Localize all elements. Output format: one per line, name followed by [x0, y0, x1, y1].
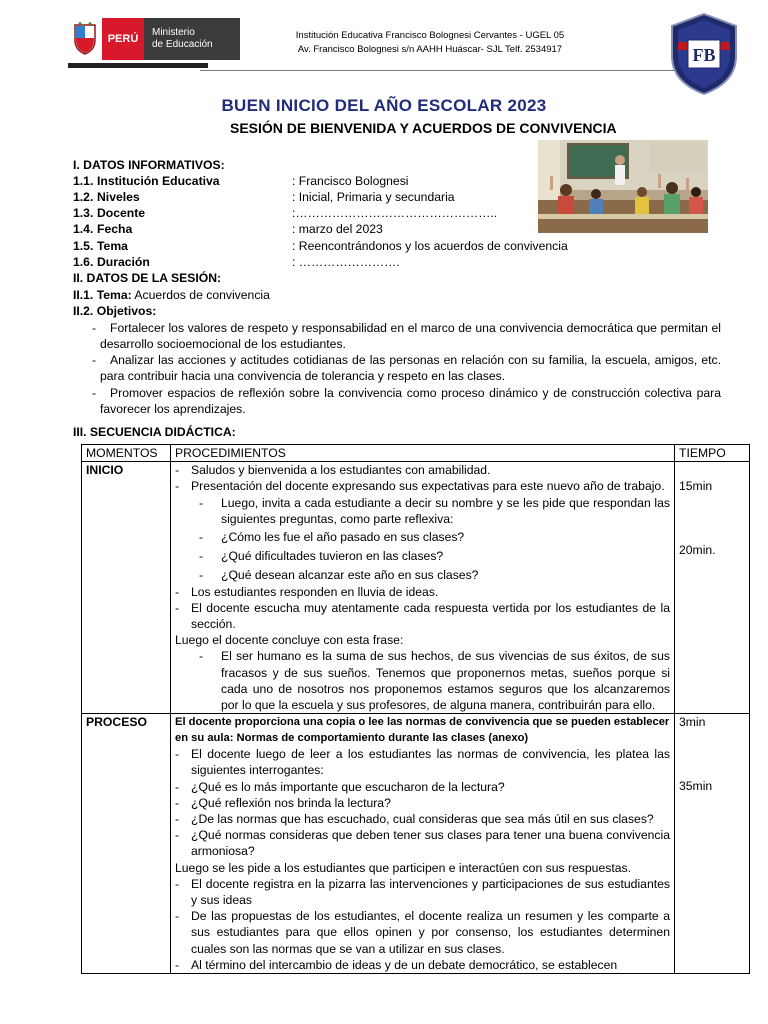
info-value-niveles: : Inicial, Primaria y secundaria [292, 190, 455, 204]
section3-heading: III. SECUENCIA DIDÁCTICA: [73, 425, 236, 439]
list-item: - El docente registra en la pizarra las intervenciones y participaciones de sus estudiantes y sus ideas [175, 876, 670, 908]
info-num-4: 1.4. [73, 222, 94, 236]
tiempo-proceso-1: 3min [679, 715, 706, 730]
header-divider [200, 70, 700, 71]
svg-text:FB: FB [692, 45, 716, 65]
ministerio-line1: Ministerio [152, 27, 195, 38]
list-item: - De las propuestas de los estudiantes, el docente realiza un resumen y les comparte a sus estudiantes para que ellos opinen y por consenso, los estudiantes determinen cuales son las normas que se van a utilizar en sus clases. [175, 909, 670, 956]
info-num-3: 1.3. [73, 206, 94, 220]
tiempo-proceso-2: 35min [679, 779, 713, 794]
col-procedimientos: PROCEDIMIENTOS [171, 445, 675, 462]
tiempo-proceso [675, 714, 750, 974]
section1-heading: I. DATOS INFORMATIVOS: [73, 158, 225, 172]
objetivo-text-1: Fortalecer los valores de respeto y responsabilidad en el marco de una convivencia democrática que permitan el desarrollo socioemocional de los estudiantes. [100, 321, 721, 352]
info-label-fecha: Fecha [97, 222, 133, 236]
quote-item: - El ser humano es la suma de sus hechos, de sus vivencias de sus éxitos, de sus fracasos y de sus sueños. Tenemos que proponernos metas, sueños porque si cada uno de nosotros nos proponemos estamos seguros que los alcanzaremos por lo que la escuela y sus profesores, de alguna manera, contribuirán para ello. [199, 649, 670, 713]
peru-label: PERÚ [102, 18, 144, 60]
momento-proceso: PROCESO [82, 714, 171, 974]
table-row-proceso [82, 714, 750, 974]
info-label-duracion: Duración [97, 255, 150, 269]
info-num-5: 1.5. [73, 239, 94, 253]
peru-coat-of-arms-icon [68, 18, 102, 60]
list-item: - El docente luego de leer a los estudiantes las normas de convivencia, les platea las siguientes interrogantes: [175, 747, 670, 778]
info-label-institucion: Institución Educativa [97, 174, 220, 188]
classroom-photo [538, 140, 708, 233]
info-value-duracion: : ……………………. [292, 255, 400, 269]
info-label-niveles: Niveles [97, 190, 140, 204]
info-label-docente: Docente [97, 206, 146, 220]
list-item: - ¿Qué normas consideras que deben tener sus clases para tener una buena convivencia armoniosa? [175, 828, 670, 859]
list-item: - ¿Qué dificultades tuvieron en las clases? [199, 549, 444, 564]
procedimientos-proceso [171, 714, 675, 974]
col-momentos: MOMENTOS [82, 445, 171, 462]
proceso-intro: El docente proporciona una copia o lee las normas de convivencia que se pueden establecer en su aula: Normas de comportamiento durante las clases (anexo) [175, 716, 670, 745]
info-num-6: 1.6. [73, 255, 94, 269]
list-item: - ¿Qué desean alcanzar este año en sus clases? [199, 568, 479, 583]
table-header-row [82, 445, 750, 462]
list-item: - Luego, invita a cada estudiante a decir su nombre y se les pide que respondan las siguientes preguntas, como parte reflexiva: [199, 495, 670, 526]
info-num-1: 1.1. [73, 174, 94, 188]
document-subtitle: SESIÓN DE BIENVENIDA Y ACUERDOS DE CONVIVENCIA [230, 120, 617, 136]
objetivo-item: - Fortalecer los valores de respeto y responsabilidad en el marco de una convivencia democrática que permitan el desarrollo socioemocional de los estudiantes. [92, 321, 721, 352]
info-value-docente: :………………………………………….. [292, 206, 498, 220]
info-num-2: 1.2. [73, 190, 94, 204]
conclude-text: Luego el docente concluye con esta frase: [175, 633, 404, 648]
list-item: - ¿Qué reflexión nos brinda la lectura? [175, 795, 391, 810]
ministerio-label [144, 18, 240, 60]
momento-inicio: INICIO [82, 462, 171, 714]
tiempo-inicio [675, 462, 750, 714]
session-tema-value: Acuerdos de convivencia [131, 288, 270, 302]
info-value-tema: : Reencontrándonos y los acuerdos de convivencia [292, 239, 568, 253]
session-tema-label: II.1. Tema: [73, 288, 132, 302]
secuencia-table [81, 444, 750, 974]
table-row-inicio [82, 462, 750, 714]
document-title: BUEN INICIO DEL AÑO ESCOLAR 2023 [221, 96, 547, 115]
proceso-mid-text: Luego se les pide a los estudiantes que participen e interactúen con sus respuestas. [175, 860, 631, 875]
institution-info [270, 29, 590, 57]
objetivos-label: II.2. Objetivos: [73, 304, 157, 318]
list-item: - Al término del intercambio de ideas y de un debate democrático, se establecen [175, 957, 618, 972]
info-label-tema: Tema [97, 239, 128, 253]
school-crest-icon [668, 12, 740, 96]
tiempo-inicio-2: 20min. [679, 543, 716, 558]
info-value-fecha: : marzo del 2023 [292, 222, 383, 236]
list-item: - ¿Qué es lo más importante que escucharon de la lectura? [175, 779, 505, 794]
info-value-institucion: : Francisco Bolognesi [292, 174, 409, 188]
list-item: - Los estudiantes responden en lluvia de ideas. [175, 584, 439, 599]
minedu-logo [68, 18, 240, 60]
objetivo-item: - Promover espacios de reflexión sobre la convivencia como proceso dinámico y de construcción colectiva para favorecer los aprendizajes. [92, 386, 721, 417]
objetivo-item: - Analizar las acciones y actitudes cotidianas de las personas en relación con su familia, la escuela, amigos, etc. para contribuir hacia una convivencia de tolerancia y respeto en las clases. [92, 353, 721, 384]
ministerio-line2: de Educación [152, 39, 213, 50]
list-item: - ¿Cómo les fue el año pasado en sus clases? [199, 530, 465, 545]
session-tema [73, 287, 270, 303]
list-item: - Presentación del docente expresando sus expectativas para este nuevo año de trabajo. [175, 479, 665, 494]
list-item: - El docente escucha muy atentamente cada respuesta vertida por los estudiantes de la sección. [175, 600, 670, 632]
institution-name: Institución Educativa Francisco Bolognesi Cervantes - UGEL 05 [295, 30, 565, 41]
col-tiempo: TIEMPO [675, 445, 750, 462]
procedimientos-inicio [171, 462, 675, 714]
section2-heading: II. DATOS DE LA SESIÓN: [73, 271, 222, 285]
objetivo-text-3: Promover espacios de reflexión sobre la convivencia como proceso dinámico y de construcción colectiva para favorecer los aprendizajes. [100, 386, 721, 417]
institution-address: Av. Francisco Bolognesi s/n AAHH Huáscar- SJL Telf. 2534917 [297, 44, 563, 55]
tiempo-inicio-1: 15min [679, 479, 713, 494]
list-item: - Saludos y bienvenida a los estudiantes con amabilidad. [175, 463, 491, 478]
list-item: - ¿De las normas que has escuchado, cual consideras que sea más útil en sus clases? [175, 812, 654, 827]
header-bar [68, 63, 208, 68]
objetivo-text-2: Analizar las acciones y actitudes cotidianas de las personas en relación con su familia, la escuela, amigos, etc. para contribuir hacia una convivencia de tolerancia y respeto en las clases. [100, 353, 721, 384]
